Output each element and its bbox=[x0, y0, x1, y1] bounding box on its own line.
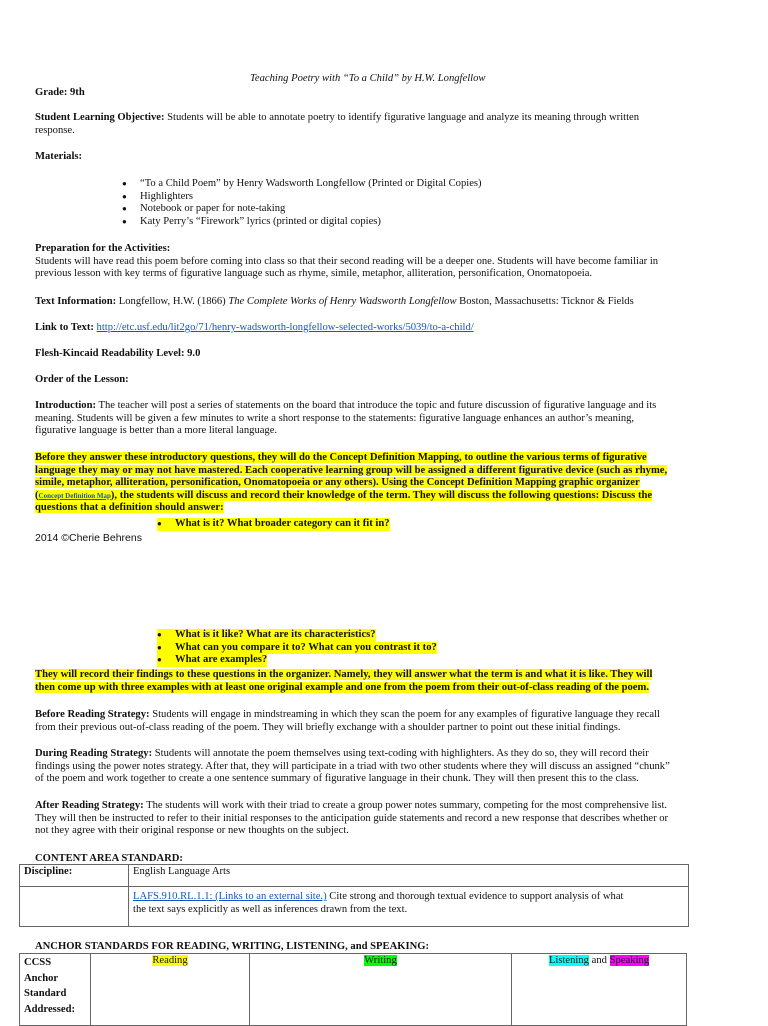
objective-label: Student Learning Objective: bbox=[35, 112, 165, 123]
list-item: ● Katy Perry’s “Firework” lyrics (printed or digital copies) bbox=[122, 216, 482, 229]
before-reading-text-1: Students will engage in mindstreaming in which they scan the poem for any examples of figurative language they recall bbox=[152, 709, 660, 720]
text-info-label: Text Information: bbox=[35, 296, 117, 307]
preparation-label: Preparation for the Activities: bbox=[35, 243, 171, 254]
record-text-1: They will record their findings to these questions in the organizer. Namely, they will answer what the term is and what it is like. They will bbox=[35, 669, 653, 680]
after-reading-text-2: They will then be instructed to refer to their initial responses to the anticipation guide statements and record a new response that describes whether or bbox=[35, 812, 669, 824]
discipline-label: Discipline: bbox=[20, 865, 129, 887]
link-to-text bbox=[35, 322, 710, 335]
order-of-lesson-label: Order of the Lesson: bbox=[35, 374, 129, 385]
introduction-label: Introduction: bbox=[35, 400, 97, 411]
preparation-text-1: Students will have read this poem before coming into class so that their second reading will be a deeper one. Students will have become familiar in bbox=[35, 255, 659, 267]
introduction-section bbox=[35, 400, 710, 438]
during-reading-text-3: of the poem and work together to create a one sentence summary of figurative language in their chunk. They will then present this to the class. bbox=[35, 773, 639, 785]
speaking-label: Speaking bbox=[609, 955, 650, 966]
concept-text-1: Before they answer these introductory questions, they will do the Concept Definition Mapping, to outline the various terms of figurative bbox=[35, 452, 647, 463]
concept-text-3: simile, metaphor, alliteration, personification, Onomatopoeia or any others). Using the Concept Definition Mapping graphic organizer bbox=[35, 477, 640, 489]
anchor-label-line: Standard bbox=[24, 988, 67, 999]
text-info-prefix: Longfellow, H.W. (1866) bbox=[118, 296, 226, 307]
during-reading-label: During Reading Strategy: bbox=[35, 748, 153, 759]
list-item: ● “To a Child Poem” by Henry Wadsworth Longfellow (Printed or Digital Copies) bbox=[122, 178, 482, 191]
questions-list-1 bbox=[157, 518, 390, 531]
list-item: ● What is it like? What are its characteristics? bbox=[157, 629, 376, 642]
concept-open-paren: ( bbox=[35, 489, 39, 501]
listening-label: Listening bbox=[548, 955, 589, 966]
standard-empty-cell bbox=[20, 887, 129, 927]
during-reading-section bbox=[35, 748, 710, 786]
reading-label: Reading bbox=[152, 955, 188, 966]
during-reading-text-2: findings using the power notes strategy. After that, they will participate in a triad with two other students where they will discuss an assigned “chunk” bbox=[35, 760, 670, 772]
writing-cell bbox=[250, 954, 512, 1026]
after-reading-label: After Reading Strategy: bbox=[35, 800, 144, 811]
document-title: Teaching Poetry with “To a Child” by H.W. Longfellow bbox=[250, 73, 486, 84]
discipline-value: English Language Arts bbox=[129, 865, 689, 887]
writing-label: Writing bbox=[364, 955, 397, 966]
text-info-book: The Complete Works of Henry Wadsworth Longfellow bbox=[228, 296, 457, 307]
questions-list-2 bbox=[157, 629, 437, 667]
concept-text-2: language they may or may not have mastered. Each cooperative learning group will be assigned a different figurative device (such as rhyme, bbox=[35, 464, 668, 476]
after-reading-text-1: The students will work with their triad to create a group power notes summary, competing for the most comprehensive list. bbox=[146, 800, 668, 811]
anchor-standards-heading: ANCHOR STANDARDS FOR READING, WRITING, LISTENING, and SPEAKING: bbox=[35, 941, 429, 952]
text-info-suffix: Boston, Massachusetts: Ticknor & Fields bbox=[459, 296, 634, 307]
preparation-section bbox=[35, 243, 710, 281]
introduction-text-1: The teacher will post a series of statements on the board that introduce the topic and future discussion of figurative language and its bbox=[98, 400, 657, 411]
standard-text-1: Cite strong and thorough textual evidence to support analysis of what bbox=[329, 891, 624, 902]
concept-text-5: questions that a definition should answer: bbox=[35, 502, 224, 514]
listening-speaking-cell bbox=[512, 954, 687, 1026]
concept-definition-map-link[interactable]: Concept Definition Map bbox=[38, 491, 111, 500]
anchor-label-line: CCSS bbox=[24, 957, 52, 968]
objective-text-1: Students will be able to annotate poetry to identify figurative language and analyze its meaning through written bbox=[167, 112, 640, 123]
and-label: and bbox=[591, 955, 607, 966]
link-label: Link to Text: bbox=[35, 322, 94, 333]
anchor-label-line: Anchor bbox=[24, 972, 59, 984]
list-item: ● What is it? What broader category can it fit in? bbox=[157, 518, 390, 531]
after-reading-section bbox=[35, 800, 710, 838]
list-item: ● Highlighters bbox=[122, 191, 482, 204]
anchor-label-line: Addressed: bbox=[24, 1003, 76, 1015]
objective-text-2: response. bbox=[35, 124, 75, 136]
anchor-row-label bbox=[20, 954, 91, 1026]
after-reading-text-3: not they agree with their original response or new thoughts on the subject. bbox=[35, 825, 349, 837]
text-information bbox=[35, 296, 710, 309]
list-item: ● Notebook or paper for note-taking bbox=[122, 203, 482, 216]
concept-mapping-paragraph bbox=[35, 452, 710, 515]
list-item: ● What are examples? bbox=[157, 654, 267, 667]
before-reading-section bbox=[35, 709, 710, 734]
grade: Grade: 9th bbox=[35, 87, 85, 98]
during-reading-text-1: Students will annotate the poem themselves using text-coding with highlighters. As they do so, they will record their bbox=[154, 748, 649, 759]
before-reading-text-2: from their previous out-of-class reading of the poem. They will briefly exchange with a shoulder partner to point out these initial findings. bbox=[35, 721, 621, 733]
introduction-text-3: figurative language is better than a more literal language. bbox=[35, 425, 278, 437]
before-reading-label: Before Reading Strategy: bbox=[35, 709, 150, 720]
record-findings-paragraph bbox=[35, 669, 710, 694]
list-item: ● What can you compare it to? What can you contrast it to? bbox=[157, 642, 437, 655]
record-text-2: then come up with three examples with at least one original example and one from the poem from their out-of-class reading of the poem. bbox=[35, 681, 649, 693]
anchor-standards-table bbox=[19, 953, 687, 1026]
reading-cell bbox=[91, 954, 250, 1026]
objective-section bbox=[35, 112, 710, 137]
content-standard-table bbox=[19, 864, 689, 927]
standard-link[interactable]: LAFS.910.RL.1.1: (Links to an external site.) bbox=[133, 891, 327, 902]
concept-text-4: ), the students will discuss and record their knowledge of the term. They will discuss the following questions: Discuss the bbox=[110, 489, 653, 501]
poem-link[interactable]: http://etc.usf.edu/lit2go/71/henry-wadsworth-longfellow-selected-works/5039/to-a-child/ bbox=[96, 322, 474, 333]
materials-label: Materials: bbox=[35, 151, 83, 162]
readability-level: Flesh-Kincaid Readability Level: 9.0 bbox=[35, 348, 201, 359]
standard-cell bbox=[129, 887, 689, 927]
introduction-text-2: meaning. Students will be given a few minutes to write a short response to the statements: figurative language enhances an author’s meaning, bbox=[35, 412, 635, 424]
content-area-standard-heading: CONTENT AREA STANDARD: bbox=[35, 853, 183, 864]
standard-text-2: the text says explicitly as well as inferences drawn from the text. bbox=[133, 903, 408, 915]
copyright-footer: 2014 ©Cherie Behrens bbox=[35, 532, 142, 544]
materials-list bbox=[122, 178, 482, 228]
preparation-text-2: previous lesson with key terms of figurative language such as rhyme, simile, metaphor, alliteration, personification, Onomatopoeia. bbox=[35, 268, 593, 280]
